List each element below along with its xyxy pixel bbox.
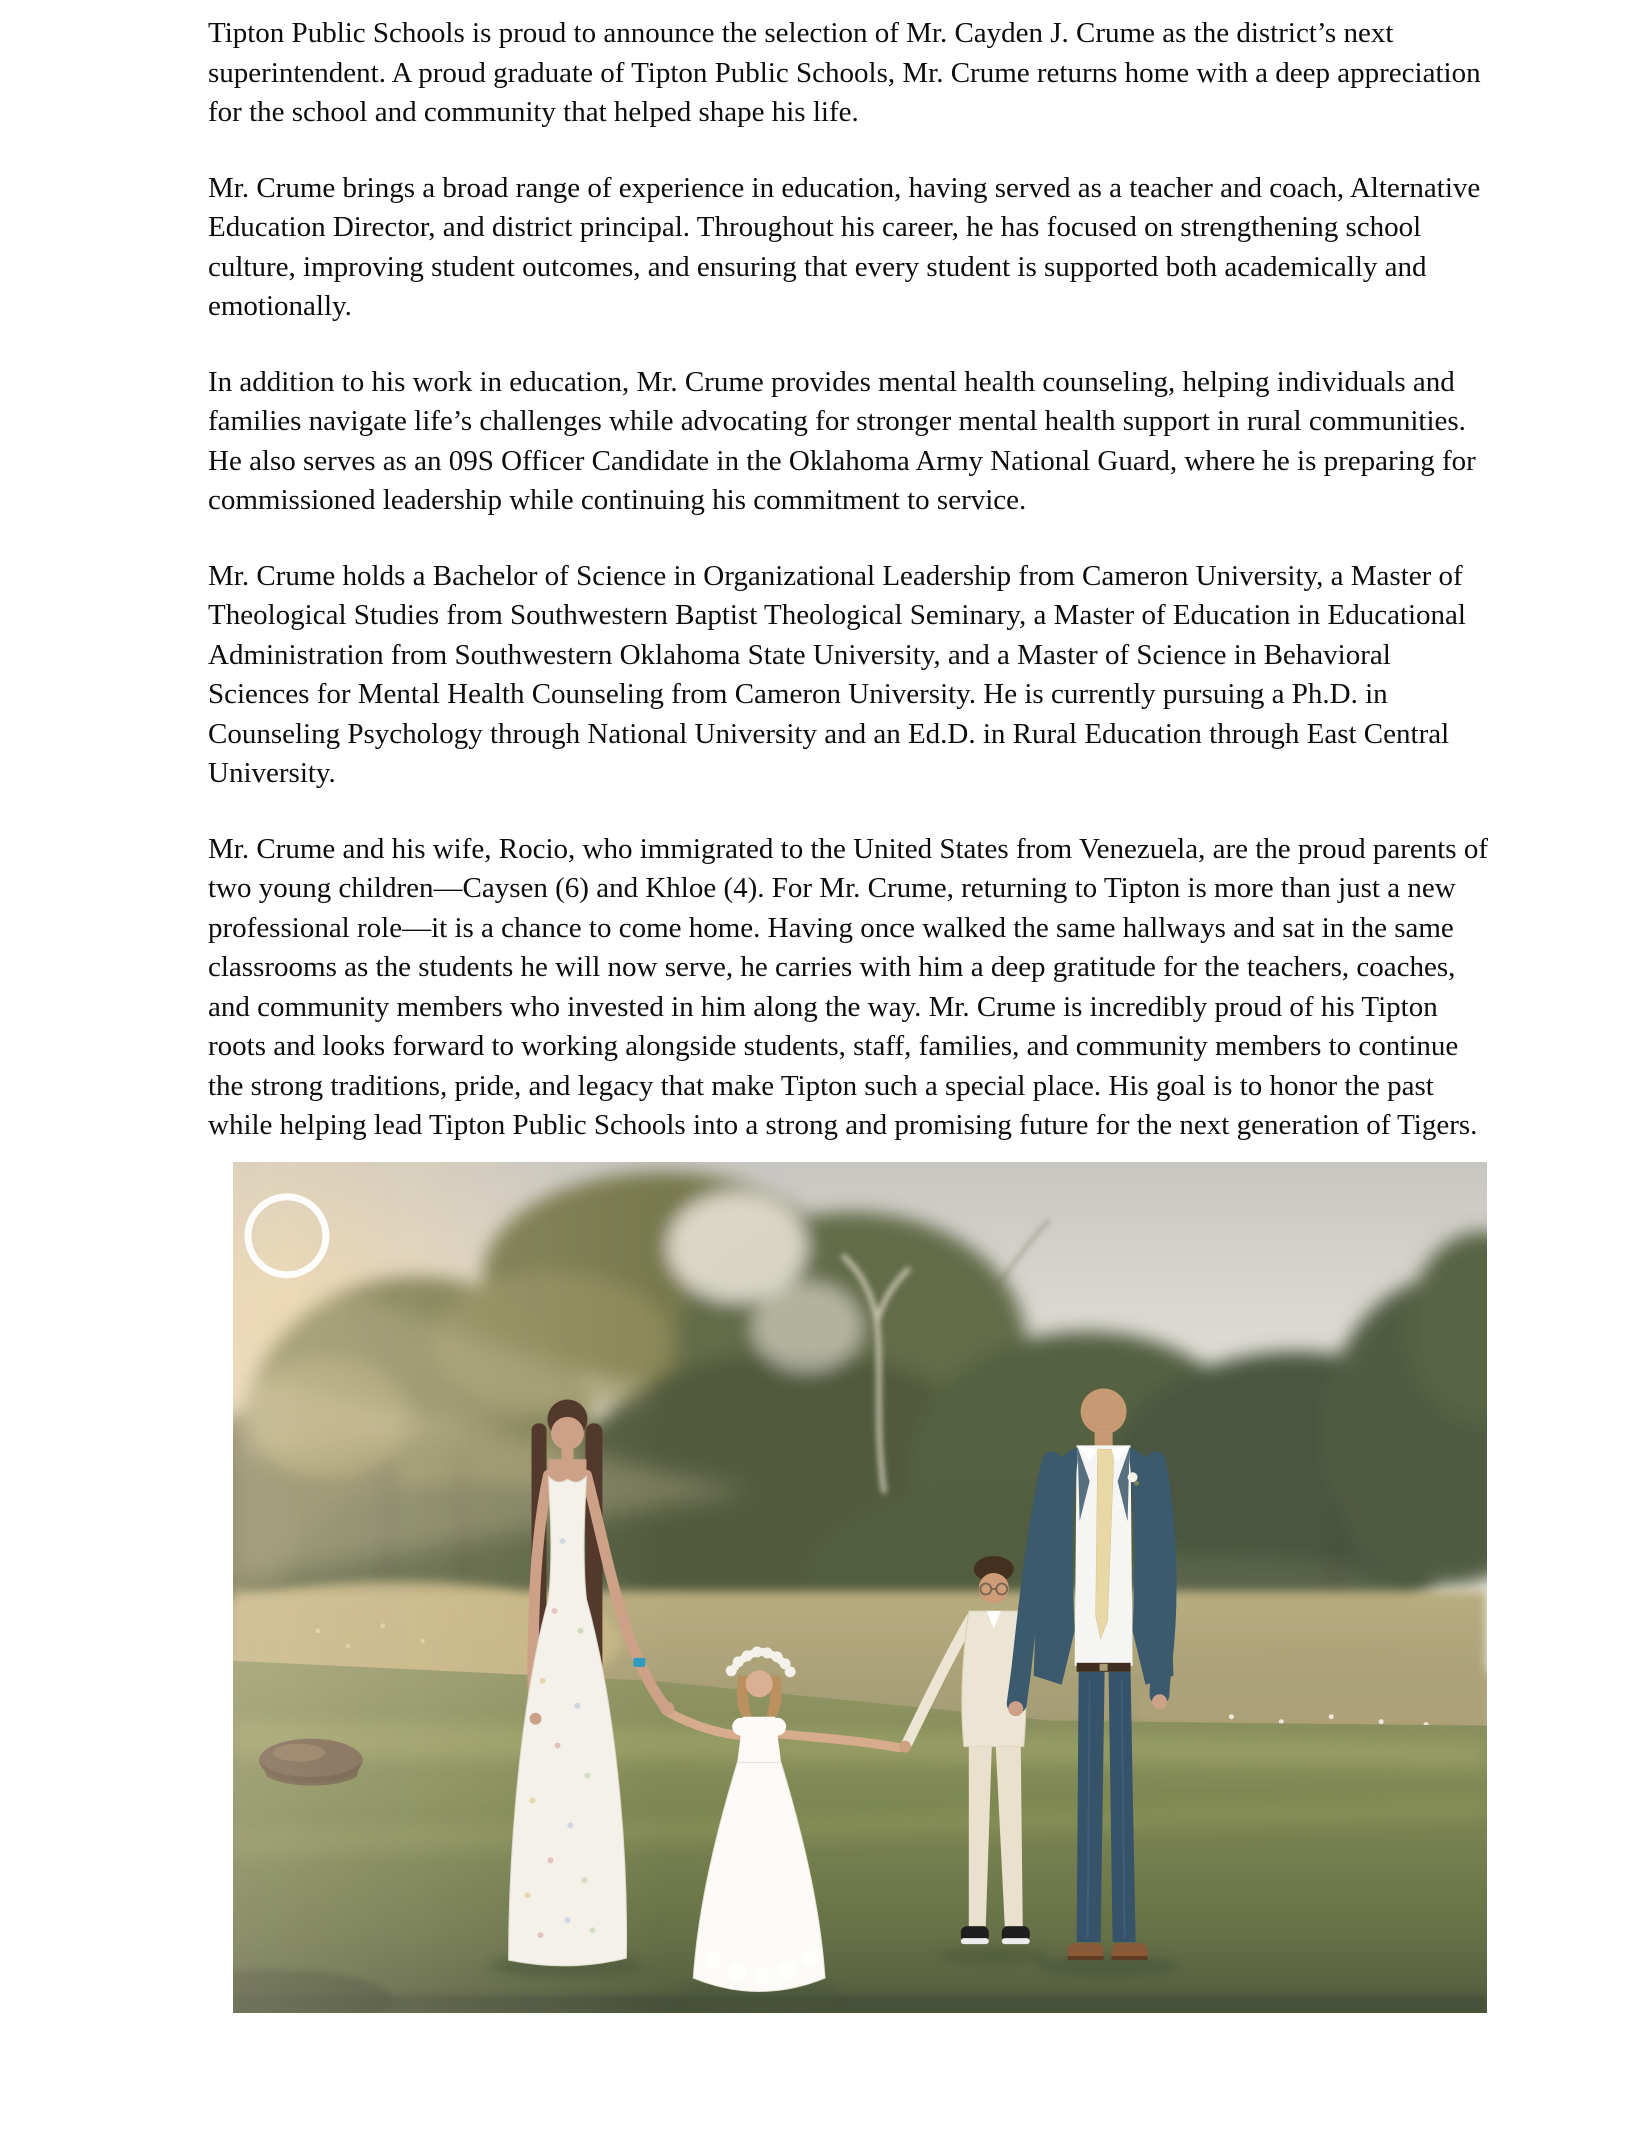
body-paragraph-2: Mr. Crume brings a broad range of experience in education, having served as a teacher and coach, Alternative Education Director, and district principal. Throughout his career, he has focused on strengthening school culture, improving student outcomes, and ensuring that every student is supported both academically and emotionally.	[208, 171, 1481, 322]
family-photo	[233, 1162, 1487, 2013]
body-paragraph-1: Tipton Public Schools is proud to announce the selection of Mr. Cayden J. Crume as the district’s next superintendent. A proud graduate of Tipton Public Schools, Mr. Crume returns home with a deep appreciation for the school and community that helped shape his life.	[208, 17, 1481, 128]
boutonniere	[1128, 1472, 1138, 1482]
body-paragraph-5: Mr. Crume and his wife, Rocio, who immigrated to the United States from Venezuela, are the proud parents of two young children—Caysen (6) and Khloe (4). For Mr. Crume, returning to Tipton is more than just a new professional role—it is a chance to come home. Having once walked the same hallways and sat in the same classrooms as the students he will now serve, he carries with him a deep gratitude for the teachers, coaches, and community members who invested in him along the way. Mr. Crume is incredibly proud of his Tipton roots and looks forward to working alongside students, staff, families, and community members to continue the strong traditions, pride, and legacy that make Tipton such a special place. His goal is to honor the past while helping lead Tipton Public Schools into a strong and promising future for the next generation of Tigers.	[208, 832, 1488, 1141]
body-paragraph-4: Mr. Crume holds a Bachelor of Science in Organizational Leadership from Cameron University, a Master of Theological Studies from Southwestern Baptist Theological Seminary, a Master of Education in Educational Administration from Southwestern Oklahoma State University, and a Master of Science in Behavioral Sciences for Mental Health Counseling from Cameron University. He is currently pursuing a Ph.D. in Counseling Psychology through National University and an Ed.D. in Rural Education through East Central University.	[208, 559, 1466, 789]
wrist-watch	[633, 1657, 645, 1666]
warm-tint	[233, 1162, 1487, 2013]
body-paragraph-3: In addition to his work in education, Mr. Crume provides mental health counseling, helping individuals and families navigate life’s challenges while advocating for stronger mental health support in rural communities. He also serves as an 09S Officer Candidate in the Oklahoma Army National Guard, where he is preparing for commissioned leadership while continuing his commitment to service.	[208, 365, 1476, 516]
